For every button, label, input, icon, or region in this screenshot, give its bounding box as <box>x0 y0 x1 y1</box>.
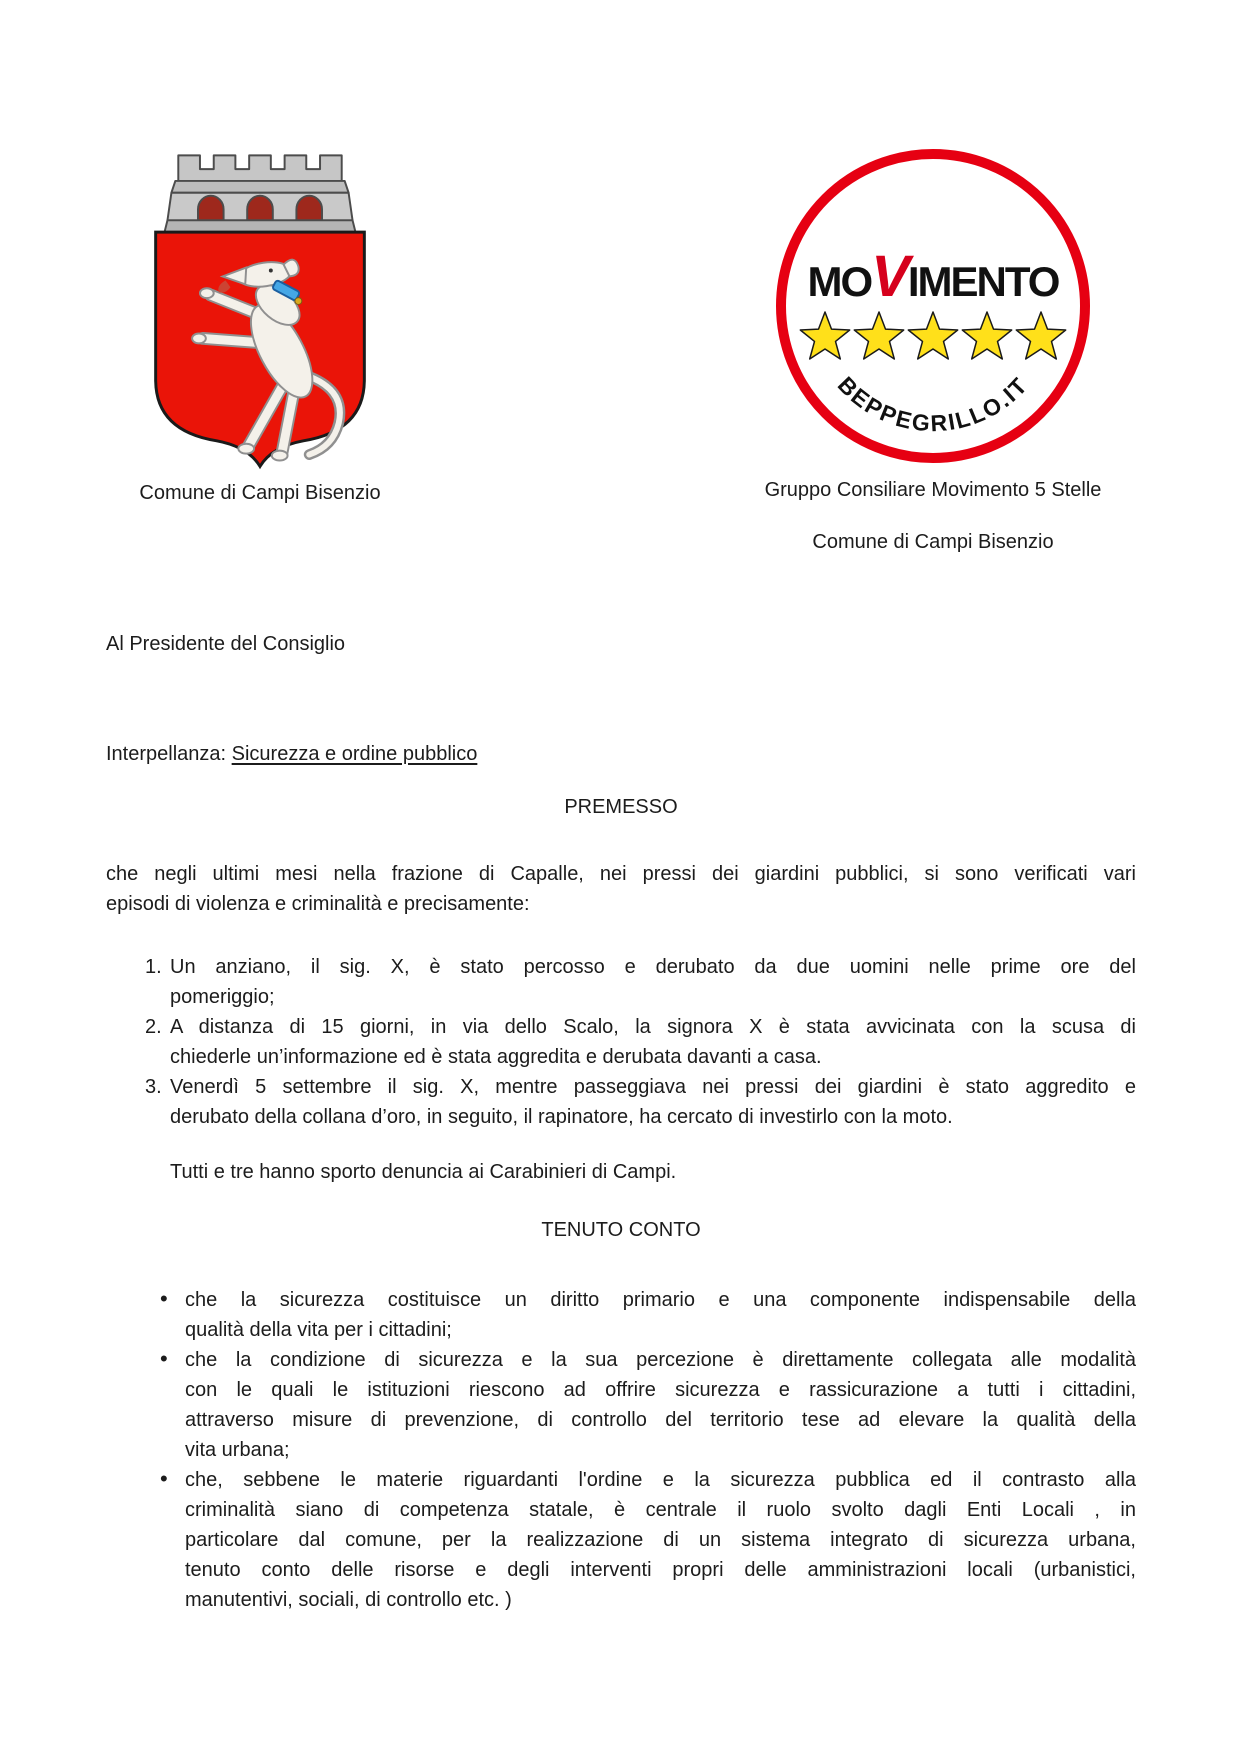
paragraph-line: che la condizione di sicurezza e la sua percezione è direttamente collegata alle modalità <box>185 1349 1136 1371</box>
paragraph-line: con le quali le istituzioni riescono ad offrire sicurezza e rassicurazione a tutti i cittadini, <box>185 1379 1136 1401</box>
paragraph-line: criminalità siano di competenza statale, è centrale il ruolo svolto dagli Enti Locali , in <box>185 1499 1136 1521</box>
bullet-item <box>106 1465 1136 1615</box>
movimento-text: MOVIMENTO <box>807 244 1059 309</box>
paragraph-line: chiederle un’informazione ed è stata aggredita e derubata davanti a casa. <box>170 1046 822 1068</box>
subject-line <box>106 739 1136 769</box>
beppegrillo-text: BEPPEGRILLO.IT <box>832 371 1034 437</box>
bullet-icon: • <box>160 1346 168 1371</box>
paragraph-line: derubato della collana d’oro, in seguito, il rapinatore, ha cercato di investirlo con la moto. <box>170 1106 953 1128</box>
bullet-item <box>106 1285 1136 1345</box>
bullet-item <box>106 1345 1136 1465</box>
denuncia-line: Tutti e tre hanno sporto denuncia ai Carabinieri di Campi. <box>170 1161 677 1183</box>
item-number: 3. <box>145 1076 162 1098</box>
tenuto-conto-heading: TENUTO CONTO <box>541 1219 701 1241</box>
paragraph-line: Venerdì 5 settembre il sig. X, mentre passeggiava nei pressi dei giardini è stato aggredito e <box>170 1076 1136 1098</box>
left-logo-caption: Comune di Campi Bisenzio <box>139 482 381 504</box>
bullet-icon: • <box>160 1286 168 1311</box>
paragraph-line: episodi di violenza e criminalità e precisamente: <box>106 893 530 915</box>
numbered-list <box>106 952 1136 1132</box>
numbered-item <box>106 1072 1136 1132</box>
paragraph-line: manutentivi, sociali, di controllo etc. ) <box>185 1589 512 1611</box>
paragraph-line: Un anziano, il sig. X, è stato percosso e derubato da due uomini nelle prime ore del <box>170 956 1136 978</box>
paragraph-line: che, sebbene le materie riguardanti l'ordine e la sicurezza pubblica ed il contrasto alla <box>185 1469 1136 1491</box>
red-v-icon: V <box>871 244 908 309</box>
paragraph-line: vita urbana; <box>185 1439 290 1461</box>
paragraph-line: tenuto conto delle risorse e degli interventi propri delle amministrazioni locali (urbanistici, <box>185 1559 1136 1581</box>
mural-crown-icon <box>165 155 356 232</box>
paragraph-line: pomeriggio; <box>170 986 275 1008</box>
paragraph-line: qualità della vita per i cittadini; <box>185 1319 452 1341</box>
right-logo-caption-group: Gruppo Consiliare Movimento 5 Stelle <box>764 479 1102 501</box>
bullet-list <box>106 1285 1136 1615</box>
intro-paragraph <box>106 859 1136 919</box>
item-number: 1. <box>145 956 162 978</box>
paragraph-line: particolare dal comune, per la realizzazione di un sistema integrato di sicurezza urbana, <box>185 1529 1136 1551</box>
item-number: 2. <box>145 1016 162 1038</box>
paragraph-line: che negli ultimi mesi nella frazione di Capalle, nei pressi dei giardini pubblici, si sono verificati vari <box>106 863 1136 885</box>
subject-prefix: Interpellanza: <box>106 743 232 765</box>
collar-bell-icon <box>295 298 302 305</box>
bullet-icon: • <box>160 1466 168 1491</box>
right-logo-caption-comune: Comune di Campi Bisenzio <box>812 531 1054 553</box>
coat-of-arms-icon <box>134 126 386 478</box>
addressee-line: Al Presidente del Consiglio <box>106 633 346 655</box>
subject-underlined: Sicurezza e ordine pubblico <box>231 743 478 765</box>
paragraph-line: A distanza di 15 giorni, in via dello Scalo, la signora X è stata avvicinata con la scusa di <box>170 1016 1136 1038</box>
numbered-item <box>106 952 1136 1012</box>
premesso-heading: PREMESSO <box>564 796 678 818</box>
m5s-logo-icon <box>773 146 1093 466</box>
numbered-item <box>106 1012 1136 1072</box>
paragraph-line: attraverso misure di prevenzione, di controllo del territorio tese ad elevare la qualità della <box>185 1409 1136 1431</box>
paragraph-line: che la sicurezza costituisce un diritto primario e una componente indispensabile della <box>185 1289 1136 1311</box>
